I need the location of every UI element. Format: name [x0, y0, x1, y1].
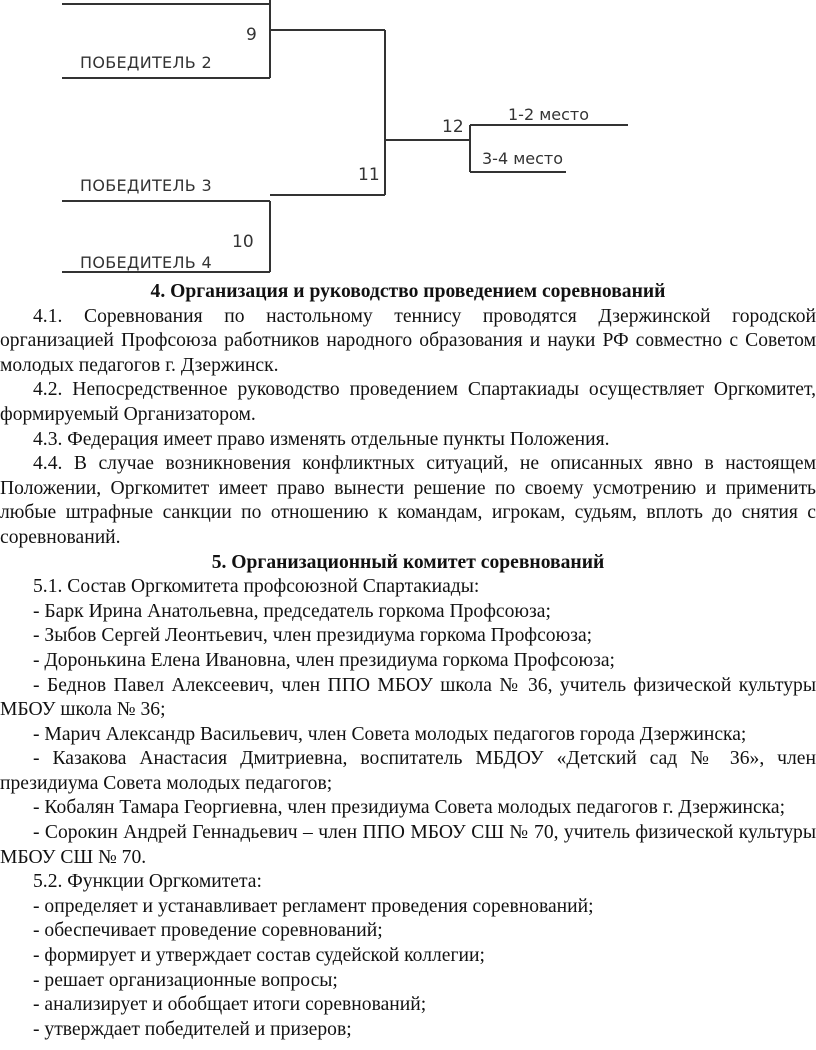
- list-item-function: - формирует и утверждает состав судейской коллегии;: [33, 945, 485, 967]
- section-4-heading: 4. Организация и руководство проведением соревнований: [150, 281, 666, 302]
- paragraph-5-1: 5.1. Состав Оргкомитета профсоюзной Спартакиады:: [33, 576, 480, 598]
- winner-2-label: ПОБЕДИТЕЛЬ 2: [80, 53, 212, 72]
- list-item-member: - Беднов Павел Алексеевич, член ППО МБОУ школа № 36, учитель физической культуры МБОУ школа № 36;: [0, 674, 816, 721]
- list-item-member: - Зыбов Сергей Леонтьевич, член президиума горкома Профсоюза;: [33, 625, 593, 647]
- list-item-member: - Марич Александр Васильевич, член Совета молодых педагогов города Дзержинска;: [33, 723, 747, 745]
- place-1-2-label: 1-2 место: [508, 105, 590, 124]
- list-item-function: - утверждает победителей и призеров;: [33, 1018, 352, 1040]
- paragraph-4-3: 4.3. Федерация имеет право изменять отдельные пункты Положения.: [33, 428, 610, 450]
- paragraph-4-1: 4.1. Соревнования по настольному теннису проводятся Дзержинской городской организацией Профсоюза работников народного образования и науки РФ совместно с Советом молодых педагогов г. Дзержинск.: [0, 305, 816, 376]
- tournament-bracket-diagram: [0, 0, 816, 290]
- list-item-member: - Казакова Анастасия Дмитриевна, воспитатель МБДОУ «Детский сад № 36», член президиума Совета молодых педагогов;: [0, 748, 816, 794]
- list-item-function: - анализирует и обобщает итоги соревнований;: [33, 994, 427, 1016]
- list-item-member: - Доронькина Елена Ивановна, член президиума горкома Профсоюза;: [33, 649, 615, 671]
- winner-3-label: ПОБЕДИТЕЛЬ 3: [80, 176, 212, 195]
- list-item-member: - Сорокин Андрей Геннадьевич – член ППО МБОУ СШ № 70, учитель физической культуры МБОУ СШ № 70.: [0, 822, 816, 868]
- match-10-number: 10: [232, 232, 254, 252]
- list-item-member: - Барк Ирина Анатольевна, председатель горкома Профсоюза;: [33, 600, 551, 622]
- list-item-function: - решает организационные вопросы;: [33, 969, 338, 991]
- list-item-member: - Кобалян Тамара Георгиевна, член президиума Совета молодых педагогов г. Дзержинска;: [33, 797, 786, 819]
- paragraph-5-2: 5.2. Функции Оргкомитета:: [33, 871, 262, 893]
- document-body: [0, 280, 816, 1042]
- list-item-function: - определяет и устанавливает регламент проведения соревнований;: [33, 895, 594, 917]
- match-11-number: 11: [358, 165, 380, 185]
- place-3-4-label: 3-4 место: [482, 149, 564, 168]
- match-12-number: 12: [442, 117, 464, 137]
- paragraph-4-4: 4.4. В случае возникновения конфликтных ситуаций, не описанных явно в настоящем Положении, Оргкомитет имеет право вынести решение по своему усмотрению и применить любые штрафные санкции по отношению к командам, игрокам, судьям, вплоть до снятия с соревнований.: [0, 453, 816, 548]
- winner-4-label: ПОБЕДИТЕЛЬ 4: [80, 253, 212, 272]
- list-item-function: - обеспечивает проведение соревнований;: [33, 920, 383, 942]
- section-5-heading: 5. Организационный комитет соревнований: [211, 551, 605, 573]
- bracket-svg: [0, 0, 816, 290]
- paragraph-4-2: 4.2. Непосредственное руководство проведением Спартакиады осуществляет Оргкомитет, формируемый Организатором.: [0, 379, 816, 425]
- match-9-number: 9: [246, 25, 257, 45]
